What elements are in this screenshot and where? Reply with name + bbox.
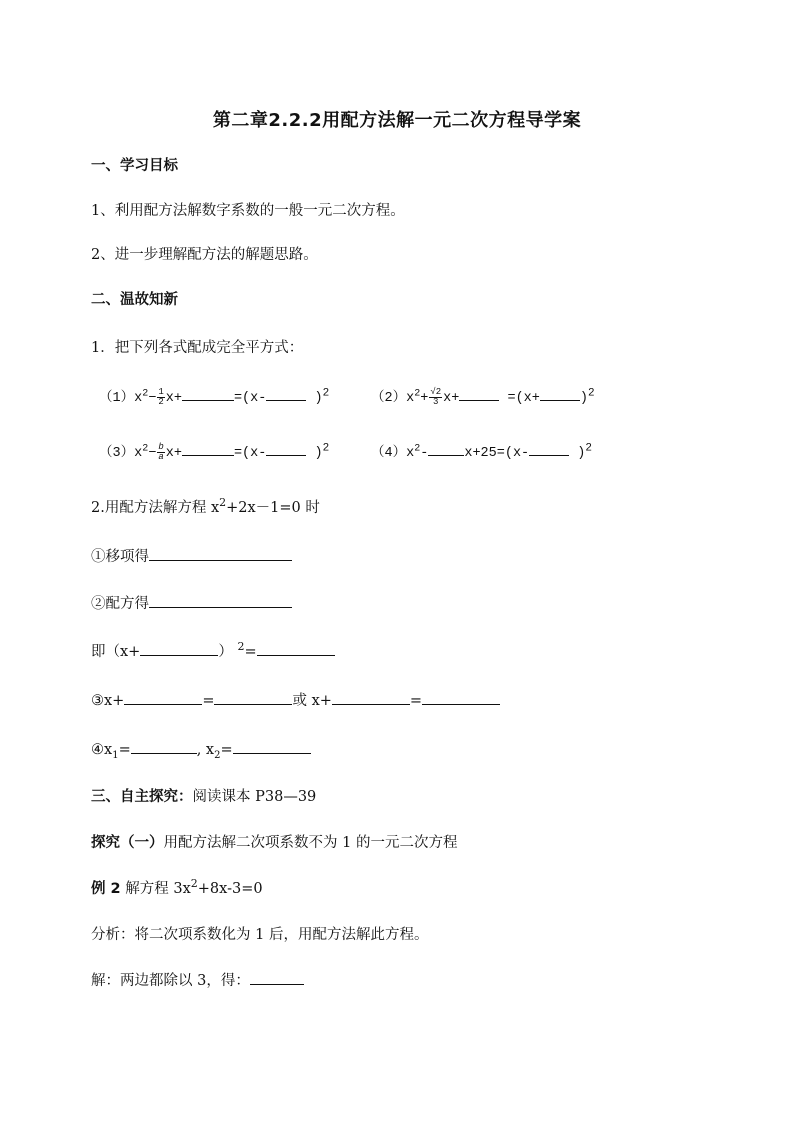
answer-blank[interactable] bbox=[332, 690, 410, 705]
answer-blank[interactable] bbox=[140, 641, 218, 656]
section-heading-review: 二、温故知新 bbox=[91, 292, 178, 308]
problem-1: $(1)x^2-$ $\frac{1}{2}$ x+ =(x- )$^2$ bbox=[99, 386, 330, 407]
answer-blank[interactable] bbox=[149, 593, 292, 608]
answer-blank[interactable] bbox=[149, 546, 292, 561]
answer-blank[interactable] bbox=[422, 690, 500, 705]
answer-blank[interactable] bbox=[124, 690, 202, 705]
answer-blank[interactable] bbox=[266, 386, 306, 401]
answer-blank[interactable] bbox=[459, 386, 499, 401]
review-question-1: 1．把下列各式配成完全平方式： bbox=[91, 340, 304, 356]
step-4: $④x_1=$ , $x_2=$ bbox=[91, 739, 311, 760]
review-question-2: 2.用配方法解方程 $x^2+2x-1=0$ 时 bbox=[91, 496, 320, 516]
step-3: ③x+ = 或 x+ = bbox=[91, 690, 500, 711]
answer-blank[interactable] bbox=[182, 386, 234, 401]
fraction: $\frac{b}{a}$ bbox=[158, 441, 164, 462]
answer-blank[interactable] bbox=[131, 739, 197, 754]
answer-blank[interactable] bbox=[214, 690, 292, 705]
problem-4-label: （4） bbox=[371, 446, 407, 461]
analysis-text: 分析：将二次项系数化为 1 后，用配方法解此方程。 bbox=[91, 927, 429, 943]
answer-blank[interactable] bbox=[250, 970, 304, 985]
step-1: ①移项得 bbox=[91, 546, 292, 567]
problem-2-label: （2） bbox=[371, 391, 407, 406]
page-title: 第二章2.2.2用配方法解一元二次方程导学案 bbox=[212, 110, 582, 131]
example-2: 例 2 解方程 $3x^2+8x-3=0$ bbox=[91, 877, 263, 897]
problem-3-label: （3） bbox=[99, 446, 135, 461]
fraction: $\frac{1}{2}$ bbox=[158, 386, 164, 407]
section-heading-explore: 三、自主探究：阅读课本 P38—39 bbox=[91, 789, 317, 805]
step-2b: 即（x+ ） $^2$= bbox=[91, 641, 335, 662]
step-2: ②配方得 bbox=[91, 593, 292, 614]
answer-blank[interactable] bbox=[257, 641, 335, 656]
answer-blank[interactable] bbox=[266, 441, 306, 456]
problem-3: $(3)x^2-$ $\frac{b}{a}$ x+ =(x- )$^2$ bbox=[99, 441, 330, 462]
problem-2: $(2)x^2+$ $\frac{√2}{3}$ $x+ =(x+ )^2$ bbox=[371, 386, 595, 407]
answer-blank[interactable] bbox=[529, 441, 569, 456]
answer-blank[interactable] bbox=[428, 441, 464, 456]
solution-line: 解：两边都除以 3，得： bbox=[91, 970, 304, 991]
explore-1: 探究（一）用配方法解二次项系数不为 1 的一元二次方程 bbox=[91, 835, 458, 851]
goal-item-1: 1、利用配方法解数字系数的一般一元二次方程。 bbox=[91, 203, 405, 219]
goal-item-2: 2、进一步理解配方法的解题思路。 bbox=[91, 247, 318, 263]
problem-4: $(4)x^2-$ x+25=(x- )$^2$ bbox=[371, 442, 592, 461]
answer-blank[interactable] bbox=[540, 386, 580, 401]
section-heading-goals: 一、学习目标 bbox=[91, 158, 178, 174]
problem-1-label: （1） bbox=[99, 391, 135, 406]
answer-blank[interactable] bbox=[233, 739, 311, 754]
fraction: $\frac{√2}{3}$ bbox=[430, 386, 442, 407]
answer-blank[interactable] bbox=[182, 441, 234, 456]
